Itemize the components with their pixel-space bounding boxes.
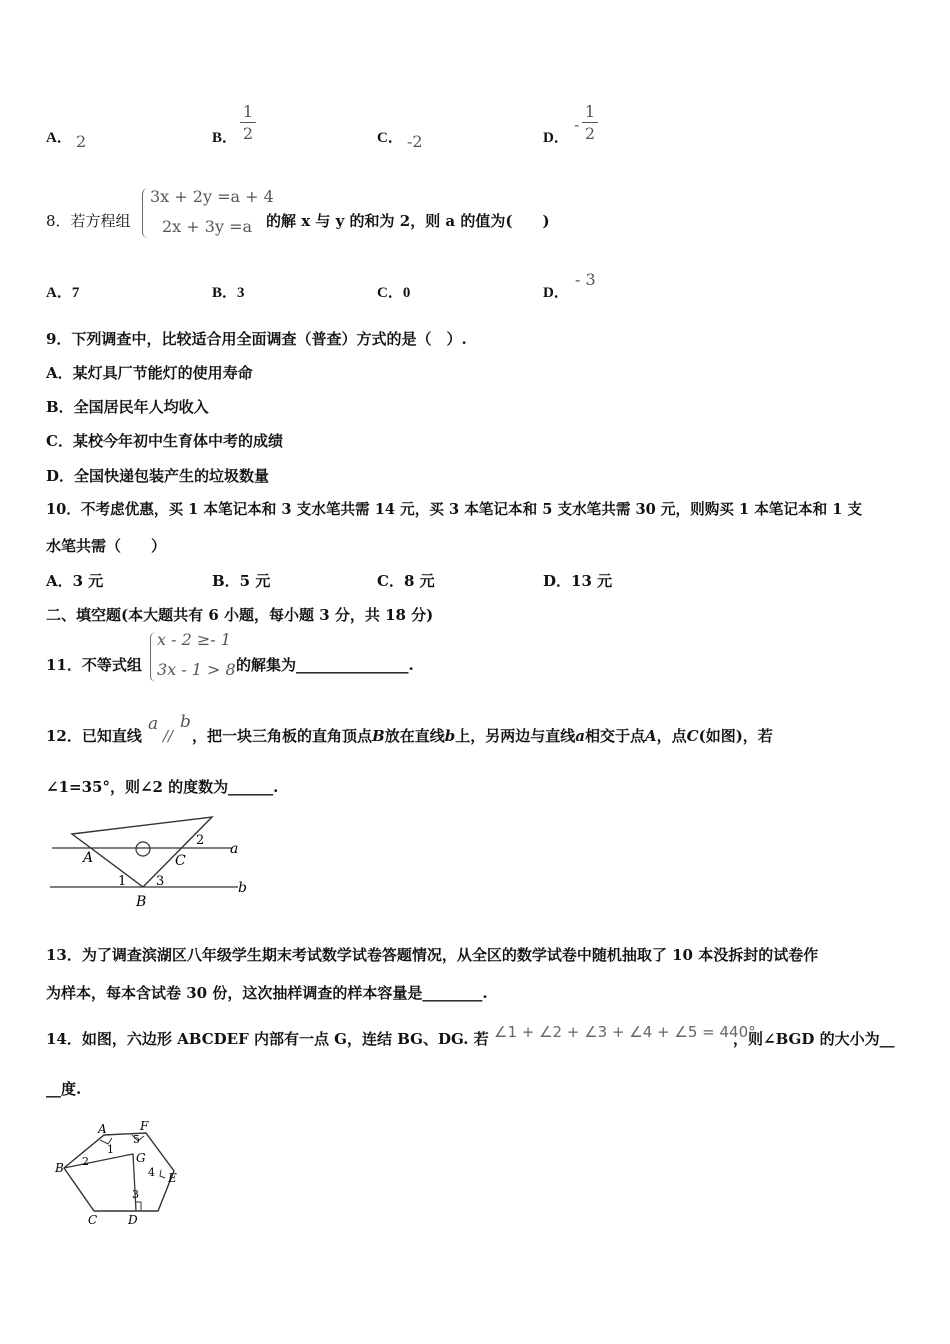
q9-stem: 9．下列调查中，比较适合用全面调查（普查）方式的是（ ）. <box>46 330 467 348</box>
q7-option-c-label: C． <box>377 130 403 146</box>
label-angle-1: 1 <box>107 1143 114 1156</box>
label-angle-3: 3 <box>156 874 165 889</box>
label-f-vertex: F <box>140 1119 149 1133</box>
fraction-denominator: 2 <box>242 124 254 143</box>
fraction-denominator: 2 <box>584 124 596 143</box>
q10-option-b: B．5 元 <box>212 572 271 590</box>
q12-parallel-sign: // <box>163 727 174 745</box>
q10-stem-line-1: 10．不考虑优惠，买 1 本笔记本和 3 支水笔共需 14 元，买 3 本笔记本和 5 支水笔共需 30 元，则购买 1 本笔记本和 1 支 <box>46 501 863 518</box>
q12-point-a: A <box>644 727 657 745</box>
q9-option-d: D．全国快递包装产生的垃圾数量 <box>46 467 270 485</box>
q8-option-d-value: - 3 <box>575 270 596 289</box>
label-line-b: b <box>238 880 247 896</box>
label-c-vertex: C <box>88 1213 98 1227</box>
fraction-bar <box>582 122 598 123</box>
triangle-hole <box>136 842 150 856</box>
q12-var-a: a <box>148 714 159 734</box>
q8-option-d-label: D． <box>543 285 569 301</box>
label-a-vertex: A <box>98 1122 107 1136</box>
q11-system-brace <box>150 632 157 682</box>
q12-stem-body <box>192 727 773 745</box>
q12-text-2: 放在直线 <box>384 727 445 745</box>
q8-option-c: C．0 <box>377 285 411 301</box>
q7-option-a-label: A． <box>46 130 72 146</box>
q8-option-b: B．3 <box>212 285 245 301</box>
q14-stem-prefix: 14．如图，六边形 ABCDEF 内部有一点 G，连结 BG、DG. 若 <box>46 1030 489 1048</box>
label-c-point: C <box>175 853 186 869</box>
q10-stem-line-2: 水笔共需（ ） <box>46 537 167 555</box>
q14-formula: ∠1 + ∠2 + ∠3 + ∠4 + ∠5 = 440° <box>494 1023 756 1041</box>
q10-option-c: C．8 元 <box>377 572 435 590</box>
label-angle-5: 5 <box>133 1133 140 1146</box>
q7-option-b-fraction <box>238 102 258 143</box>
label-angle-1: 1 <box>118 874 127 889</box>
label-angle-2: 2 <box>196 833 205 848</box>
q7-option-c-value: -2 <box>407 132 423 151</box>
label-b-vertex: B <box>55 1161 64 1175</box>
q8-stem-suffix: 的解 x 与 y 的和为 2，则 a 的值为( ) <box>266 212 550 230</box>
q8-stem-prefix: 8．若方程组 <box>46 212 131 230</box>
q12-text-5: ，点 <box>656 727 687 745</box>
q7-option-d-label: D． <box>543 130 569 146</box>
section-2-title: 二、填空题(本大题共有 6 小题，每小题 3 分，共 18 分) <box>46 606 434 624</box>
fraction-bar <box>240 122 256 123</box>
q14-stem-suffix: ，则∠BGD 的大小为__ <box>733 1030 895 1048</box>
q12-text-6: (如图)，若 <box>698 727 773 745</box>
q12-stem-line-2: ∠1=35°，则∠2 的度数为______. <box>46 778 279 796</box>
q12-point-b: B <box>372 727 385 745</box>
q8-option-a: A．7 <box>46 285 80 301</box>
fraction-numerator: 1 <box>584 102 596 121</box>
angle-mark-4 <box>160 1170 165 1178</box>
q12-stem-prefix: 12．已知直线 <box>46 727 142 745</box>
label-e-vertex: E <box>168 1171 177 1185</box>
label-a-point: A <box>83 850 94 866</box>
label-angle-3: 3 <box>132 1188 139 1201</box>
q9-option-a: A．某灯具厂节能灯的使用寿命 <box>46 364 253 382</box>
q11-inequality-2: 3x - 1 > 8 <box>157 660 236 679</box>
label-angle-2: 2 <box>82 1155 89 1168</box>
q10-option-d: D．13 元 <box>543 572 613 590</box>
q11-stem-suffix: 的解集为_______________. <box>236 656 414 674</box>
q7-option-b-label: B． <box>212 130 238 146</box>
q14-stem-line-2: __度. <box>46 1080 82 1098</box>
q12-point-c: C <box>686 727 699 745</box>
label-g-point: G <box>136 1151 146 1165</box>
hexagon-abcdef <box>64 1133 174 1211</box>
q14-figure <box>52 1118 192 1230</box>
q7-option-d-fraction <box>580 102 600 143</box>
q7-option-a-value: 2 <box>76 132 87 151</box>
q13-stem-line-2: 为样本，每本含试卷 30 份，这次抽样调查的样本容量是________. <box>46 984 488 1002</box>
q12-var-b: b <box>180 712 191 732</box>
label-d-vertex: D <box>128 1213 138 1227</box>
q8-system-brace <box>142 188 149 238</box>
q9-option-c: C．某校今年初中生育体中考的成绩 <box>46 432 283 450</box>
q9-option-b: B．全国居民年人均收入 <box>46 398 209 416</box>
q12-text-3: 上，另两边与直线 <box>455 727 576 745</box>
q12-line-a: a <box>575 727 585 745</box>
q7-option-d-sign: - <box>574 115 580 134</box>
q12-text-4: 相交于点 <box>584 727 645 745</box>
label-line-a: a <box>230 841 239 857</box>
q8-equation-1: 3x + 2y =a + 4 <box>150 187 274 206</box>
q12-figure <box>40 808 260 908</box>
label-angle-4: 4 <box>148 1166 155 1179</box>
q10-option-a: A．3 元 <box>46 572 104 590</box>
q13-stem-line-1: 13．为了调查滨湖区八年级学生期末考试数学试卷答题情况，从全区的数学试卷中随机抽取了 10 本没拆封的试卷作 <box>46 946 819 964</box>
fraction-numerator: 1 <box>242 102 254 121</box>
q12-text-1: ，把一块三角板的直角顶点 <box>192 727 373 745</box>
q12-line-b: b <box>444 727 456 745</box>
label-b-point: B <box>136 894 147 908</box>
angle-mark-3 <box>136 1202 141 1211</box>
q11-stem-prefix: 11．不等式组 <box>46 656 142 674</box>
q11-inequality-1: x - 2 ≥- 1 <box>157 630 231 649</box>
q8-equation-2: 2x + 3y =a <box>162 217 253 236</box>
